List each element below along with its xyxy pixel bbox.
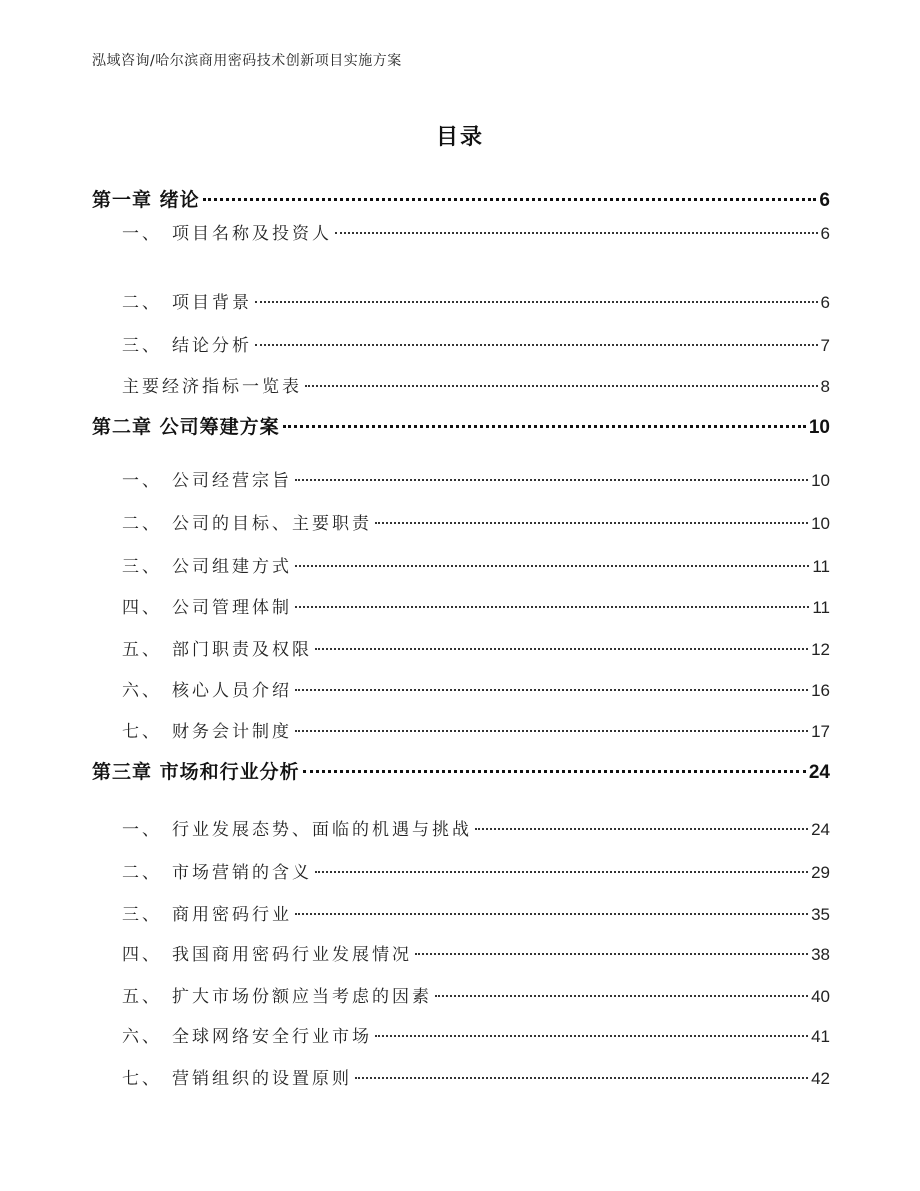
toc-page-number: 11 xyxy=(812,557,830,576)
toc-dot-leader xyxy=(305,385,818,387)
toc-dot-leader xyxy=(283,425,806,428)
toc-section-entry[interactable] xyxy=(92,331,830,356)
toc-entry-label: 公司经营宗旨 xyxy=(172,471,292,491)
toc-page-number: 40 xyxy=(811,987,830,1006)
toc-page-number: 10 xyxy=(811,514,830,533)
toc-entry-number: 三、 xyxy=(122,336,162,356)
toc-page-number: 38 xyxy=(811,945,830,964)
toc-section-entry[interactable] xyxy=(92,372,830,397)
toc-entry-label: 第三章 市场和行业分析 xyxy=(92,761,300,783)
toc-entry-number: 五、 xyxy=(122,987,162,1007)
toc-dot-leader xyxy=(203,198,817,201)
toc-section-entry[interactable] xyxy=(92,635,830,660)
toc-chapter-entry[interactable] xyxy=(92,412,830,439)
toc-entry-number: 二、 xyxy=(122,514,162,534)
toc-page-number: 24 xyxy=(808,762,830,783)
toc-dot-leader xyxy=(255,344,818,346)
toc-dot-leader xyxy=(375,1035,808,1037)
toc-entry-number: 四、 xyxy=(122,945,162,965)
toc-entry-label: 我国商用密码行业发展情况 xyxy=(172,945,412,965)
toc-page-number: 10 xyxy=(808,417,830,438)
toc-section-entry[interactable] xyxy=(92,1022,830,1047)
toc-page-number: 12 xyxy=(811,640,830,659)
toc-section-entry[interactable] xyxy=(92,509,830,534)
toc-page-number: 17 xyxy=(811,722,830,741)
toc-section-entry[interactable] xyxy=(92,900,830,925)
toc-page-number: 11 xyxy=(812,598,830,617)
toc-dot-leader xyxy=(335,232,818,234)
toc-chapter-entry[interactable] xyxy=(92,757,830,784)
toc-dot-leader xyxy=(415,953,808,955)
toc-entry-number: 五、 xyxy=(122,640,162,660)
document-header: 泓域咨询/哈尔滨商用密码技术创新项目实施方案 xyxy=(92,53,402,69)
toc-section-entry[interactable] xyxy=(92,676,830,701)
toc-entry-label: 财务会计制度 xyxy=(172,722,292,742)
toc-page-number: 8 xyxy=(820,377,830,396)
toc-entry-label: 营销组织的设置原则 xyxy=(172,1069,352,1089)
toc-section-entry[interactable] xyxy=(92,858,830,883)
toc-section-entry[interactable] xyxy=(92,466,830,491)
toc-dot-leader xyxy=(255,301,818,303)
toc-section-entry[interactable] xyxy=(92,593,830,618)
toc-section-entry[interactable] xyxy=(92,815,830,840)
toc-section-entry[interactable] xyxy=(92,717,830,742)
toc-dot-leader xyxy=(295,479,808,481)
toc-entry-number: 七、 xyxy=(122,722,162,742)
toc-entry-number: 三、 xyxy=(122,557,162,577)
toc-entry-number: 一、 xyxy=(122,224,162,244)
toc-entry-label: 行业发展态势、面临的机遇与挑战 xyxy=(172,820,472,840)
toc-entry-number: 七、 xyxy=(122,1069,162,1089)
toc-entry-label: 第二章 公司筹建方案 xyxy=(92,416,280,438)
toc-chapter-entry[interactable] xyxy=(92,185,830,212)
toc-entry-number: 一、 xyxy=(122,820,162,840)
toc-entry-label: 部门职责及权限 xyxy=(172,640,312,660)
toc-dot-leader xyxy=(375,522,808,524)
toc-section-entry[interactable] xyxy=(92,940,830,965)
toc-dot-leader xyxy=(315,871,808,873)
toc-entry-label: 公司管理体制 xyxy=(172,598,292,618)
toc-dot-leader xyxy=(295,730,808,732)
toc-entry-number: 二、 xyxy=(122,863,162,883)
toc-entry-label: 项目背景 xyxy=(172,293,252,313)
toc-page-number: 6 xyxy=(820,224,830,243)
page-title: 目录 xyxy=(435,125,484,150)
toc-dot-leader xyxy=(435,995,808,997)
toc-entry-label: 扩大市场份额应当考虑的因素 xyxy=(172,987,432,1007)
toc-entry-label: 第一章 绪论 xyxy=(92,189,200,211)
toc-entry-number: 六、 xyxy=(122,1027,162,1047)
toc-dot-leader xyxy=(315,648,808,650)
toc-dot-leader xyxy=(303,770,806,773)
toc-entry-label: 公司组建方式 xyxy=(172,557,292,577)
toc-dot-leader xyxy=(295,689,808,691)
toc-entry-label: 结论分析 xyxy=(172,336,252,356)
toc-dot-leader xyxy=(475,828,808,830)
toc-section-entry[interactable] xyxy=(92,219,830,244)
toc-page-number: 6 xyxy=(819,190,830,211)
toc-page-number: 7 xyxy=(820,336,830,355)
toc-page-number: 35 xyxy=(811,905,830,924)
toc-dot-leader xyxy=(355,1077,808,1079)
toc-page-number: 6 xyxy=(820,293,830,312)
toc-entry-label: 核心人员介绍 xyxy=(172,681,292,701)
toc-page-number: 42 xyxy=(811,1069,830,1088)
toc-entry-label: 商用密码行业 xyxy=(172,905,292,925)
toc-page-number: 29 xyxy=(811,863,830,882)
toc-dot-leader xyxy=(295,565,809,567)
toc-dot-leader xyxy=(295,913,808,915)
toc-entry-label: 市场营销的含义 xyxy=(172,863,312,883)
toc-entry-number: 一、 xyxy=(122,471,162,491)
toc-section-entry[interactable] xyxy=(92,1064,830,1089)
toc-entry-label: 公司的目标、主要职责 xyxy=(172,514,372,534)
toc-entry-number: 六、 xyxy=(122,681,162,701)
toc-dot-leader xyxy=(295,606,809,608)
toc-section-entry[interactable] xyxy=(92,982,830,1007)
toc-entry-label: 项目名称及投资人 xyxy=(172,224,332,244)
toc-page-number: 24 xyxy=(811,820,830,839)
toc-entry-label: 全球网络安全行业市场 xyxy=(172,1027,372,1047)
toc-entry-number: 二、 xyxy=(122,293,162,313)
toc-section-entry[interactable] xyxy=(92,552,830,577)
toc-section-entry[interactable] xyxy=(92,288,830,313)
toc-page-number: 16 xyxy=(811,681,830,700)
table-of-contents xyxy=(92,0,830,1191)
toc-entry-number: 三、 xyxy=(122,905,162,925)
toc-page-number: 41 xyxy=(811,1027,830,1046)
toc-page-number: 10 xyxy=(811,471,830,490)
toc-entry-label: 主要经济指标一览表 xyxy=(122,377,302,397)
toc-entry-number: 四、 xyxy=(122,598,162,618)
